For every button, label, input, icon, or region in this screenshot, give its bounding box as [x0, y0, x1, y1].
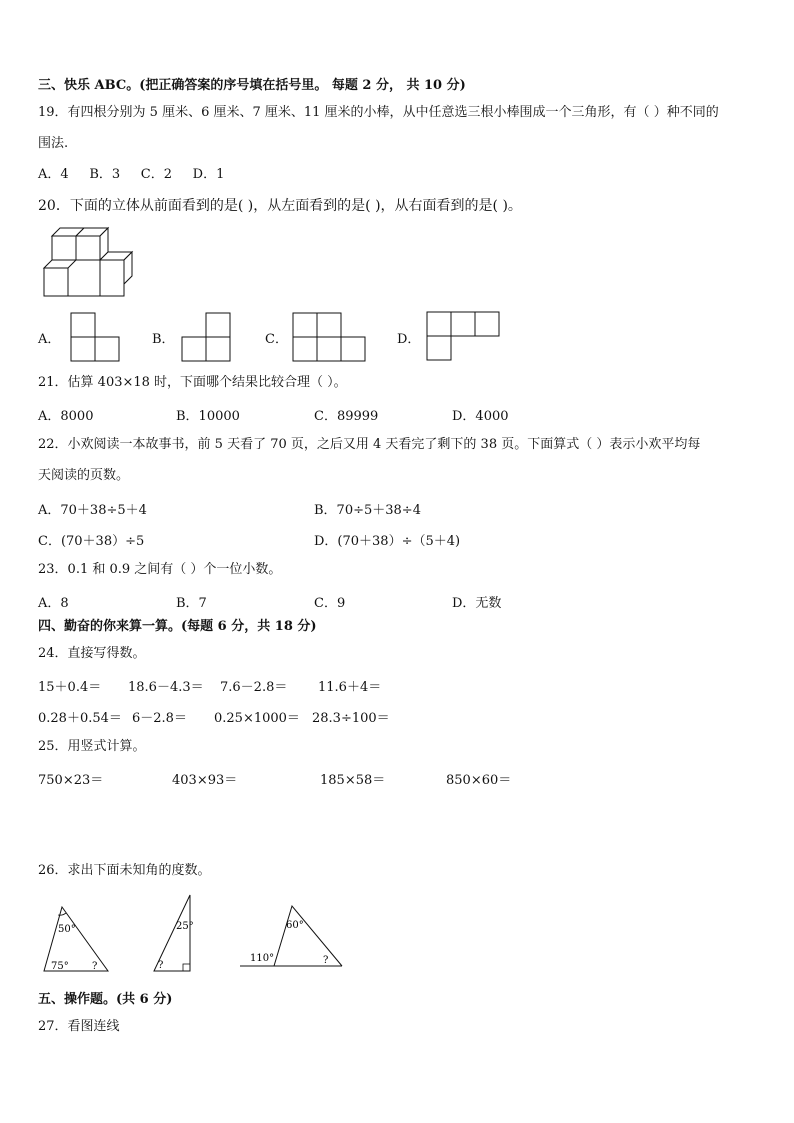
q21-option-d: D．4000: [452, 409, 509, 424]
q22-option-b: B．70÷5＋38÷4: [314, 503, 421, 518]
q26-triangle-3: [238, 903, 346, 973]
q22-option-d: D．(70＋38）÷（5＋4): [314, 534, 461, 549]
q26-title: 26．求出下面未知角的度数。: [38, 863, 211, 878]
q22-option-c: C．(70＋38）÷5: [38, 534, 145, 549]
section4-heading: 四、勤奋的你来算一算。(每题 6 分，共 18 分): [38, 619, 317, 634]
q27-title: 27．看图连线: [38, 1019, 120, 1034]
q21-option-a: A．8000: [38, 409, 94, 424]
q26-t1-angle-right: ?: [92, 961, 98, 972]
q26-t3-angle-top: 60°: [286, 920, 304, 931]
q21-text: 21．估算 403×18 时，下面哪个结果比较合理（ ）。: [38, 375, 347, 390]
q23-option-d: D．无数: [452, 596, 502, 611]
q20-option-b-figure: [181, 312, 231, 362]
q22-text-line1: 22．小欢阅读一本故事书，前 5 天看了 70 页，之后又用 4 天看完了剩下的 38 页。下面算式（ ）表示小欢平均每: [38, 437, 701, 452]
q19-text-line2: 围法.: [38, 136, 69, 151]
q25-problem: 750×23＝: [38, 773, 104, 788]
q20-option-d-label: D．: [397, 332, 421, 347]
q24-problem: 0.28＋0.54＝: [38, 711, 122, 726]
q25-problem: 185×58＝: [320, 773, 386, 788]
q20-option-a-label: A．: [38, 332, 61, 347]
q24-problem: 0.25×1000＝: [214, 711, 300, 726]
q24-problem: 28.3÷100＝: [312, 711, 390, 726]
q26-t2-angle-left: ?: [158, 960, 164, 971]
q24-problem: 6－2.8＝: [132, 711, 187, 726]
q23-option-b: B．7: [176, 596, 207, 611]
q26-t1-angle-top: 50°: [58, 924, 76, 935]
q20-option-b-label: B．: [152, 332, 175, 347]
q24-problem: 11.6＋4＝: [318, 680, 382, 695]
q23-text: 23．0.1 和 0.9 之间有（ ）个一位小数。: [38, 562, 282, 577]
q19-options: A．4 B．3 C．2 D．1: [38, 167, 225, 182]
q25-problem: 850×60＝: [446, 773, 512, 788]
q26-t3-angle-right: ?: [323, 955, 329, 966]
q24-problem: 15＋0.4＝: [38, 680, 102, 695]
q26-triangle-1: [40, 905, 114, 975]
q24-title: 24．直接写得数。: [38, 646, 146, 661]
q24-problem: 7.6－2.8＝: [220, 680, 288, 695]
section5-heading: 五、操作题。(共 6 分): [38, 992, 173, 1007]
q20-text: 20．下面的立体从前面看到的是( )，从左面看到的是( )，从右面看到的是( )。: [38, 198, 522, 214]
q26-t3-angle-exterior: 110°: [250, 953, 275, 964]
q22-option-a: A．70＋38÷5＋4: [38, 503, 147, 518]
q20-solid-figure: [42, 228, 136, 300]
q23-option-a: A．8: [38, 596, 69, 611]
q20-option-d-figure: [426, 311, 500, 361]
q22-text-line2: 天阅读的页数。: [38, 468, 130, 483]
q20-option-c-label: C．: [265, 332, 288, 347]
q25-problem: 403×93＝: [172, 773, 238, 788]
q20-option-a-figure: [70, 312, 120, 362]
section3-heading: 三、快乐 ABC。(把正确答案的序号填在括号里。 每题 2 分， 共 10 分): [38, 78, 466, 93]
q24-problem: 18.6－4.3＝: [128, 680, 204, 695]
q20-option-c-figure: [292, 312, 366, 362]
q23-option-c: C．9: [314, 596, 346, 611]
q26-t1-angle-left: 75°: [51, 961, 69, 972]
q26-t2-angle-top: 25°: [176, 921, 194, 932]
q21-option-c: C．89999: [314, 409, 379, 424]
q21-option-b: B．10000: [176, 409, 240, 424]
q26-triangle-2: [150, 893, 196, 975]
q25-title: 25．用竖式计算。: [38, 739, 146, 754]
q19-text-line1: 19．有四根分别为 5 厘米、6 厘米、7 厘米、11 厘米的小棒，从中任意选三根小棒围成一个三角形，有（ ）种不同的: [38, 105, 719, 120]
